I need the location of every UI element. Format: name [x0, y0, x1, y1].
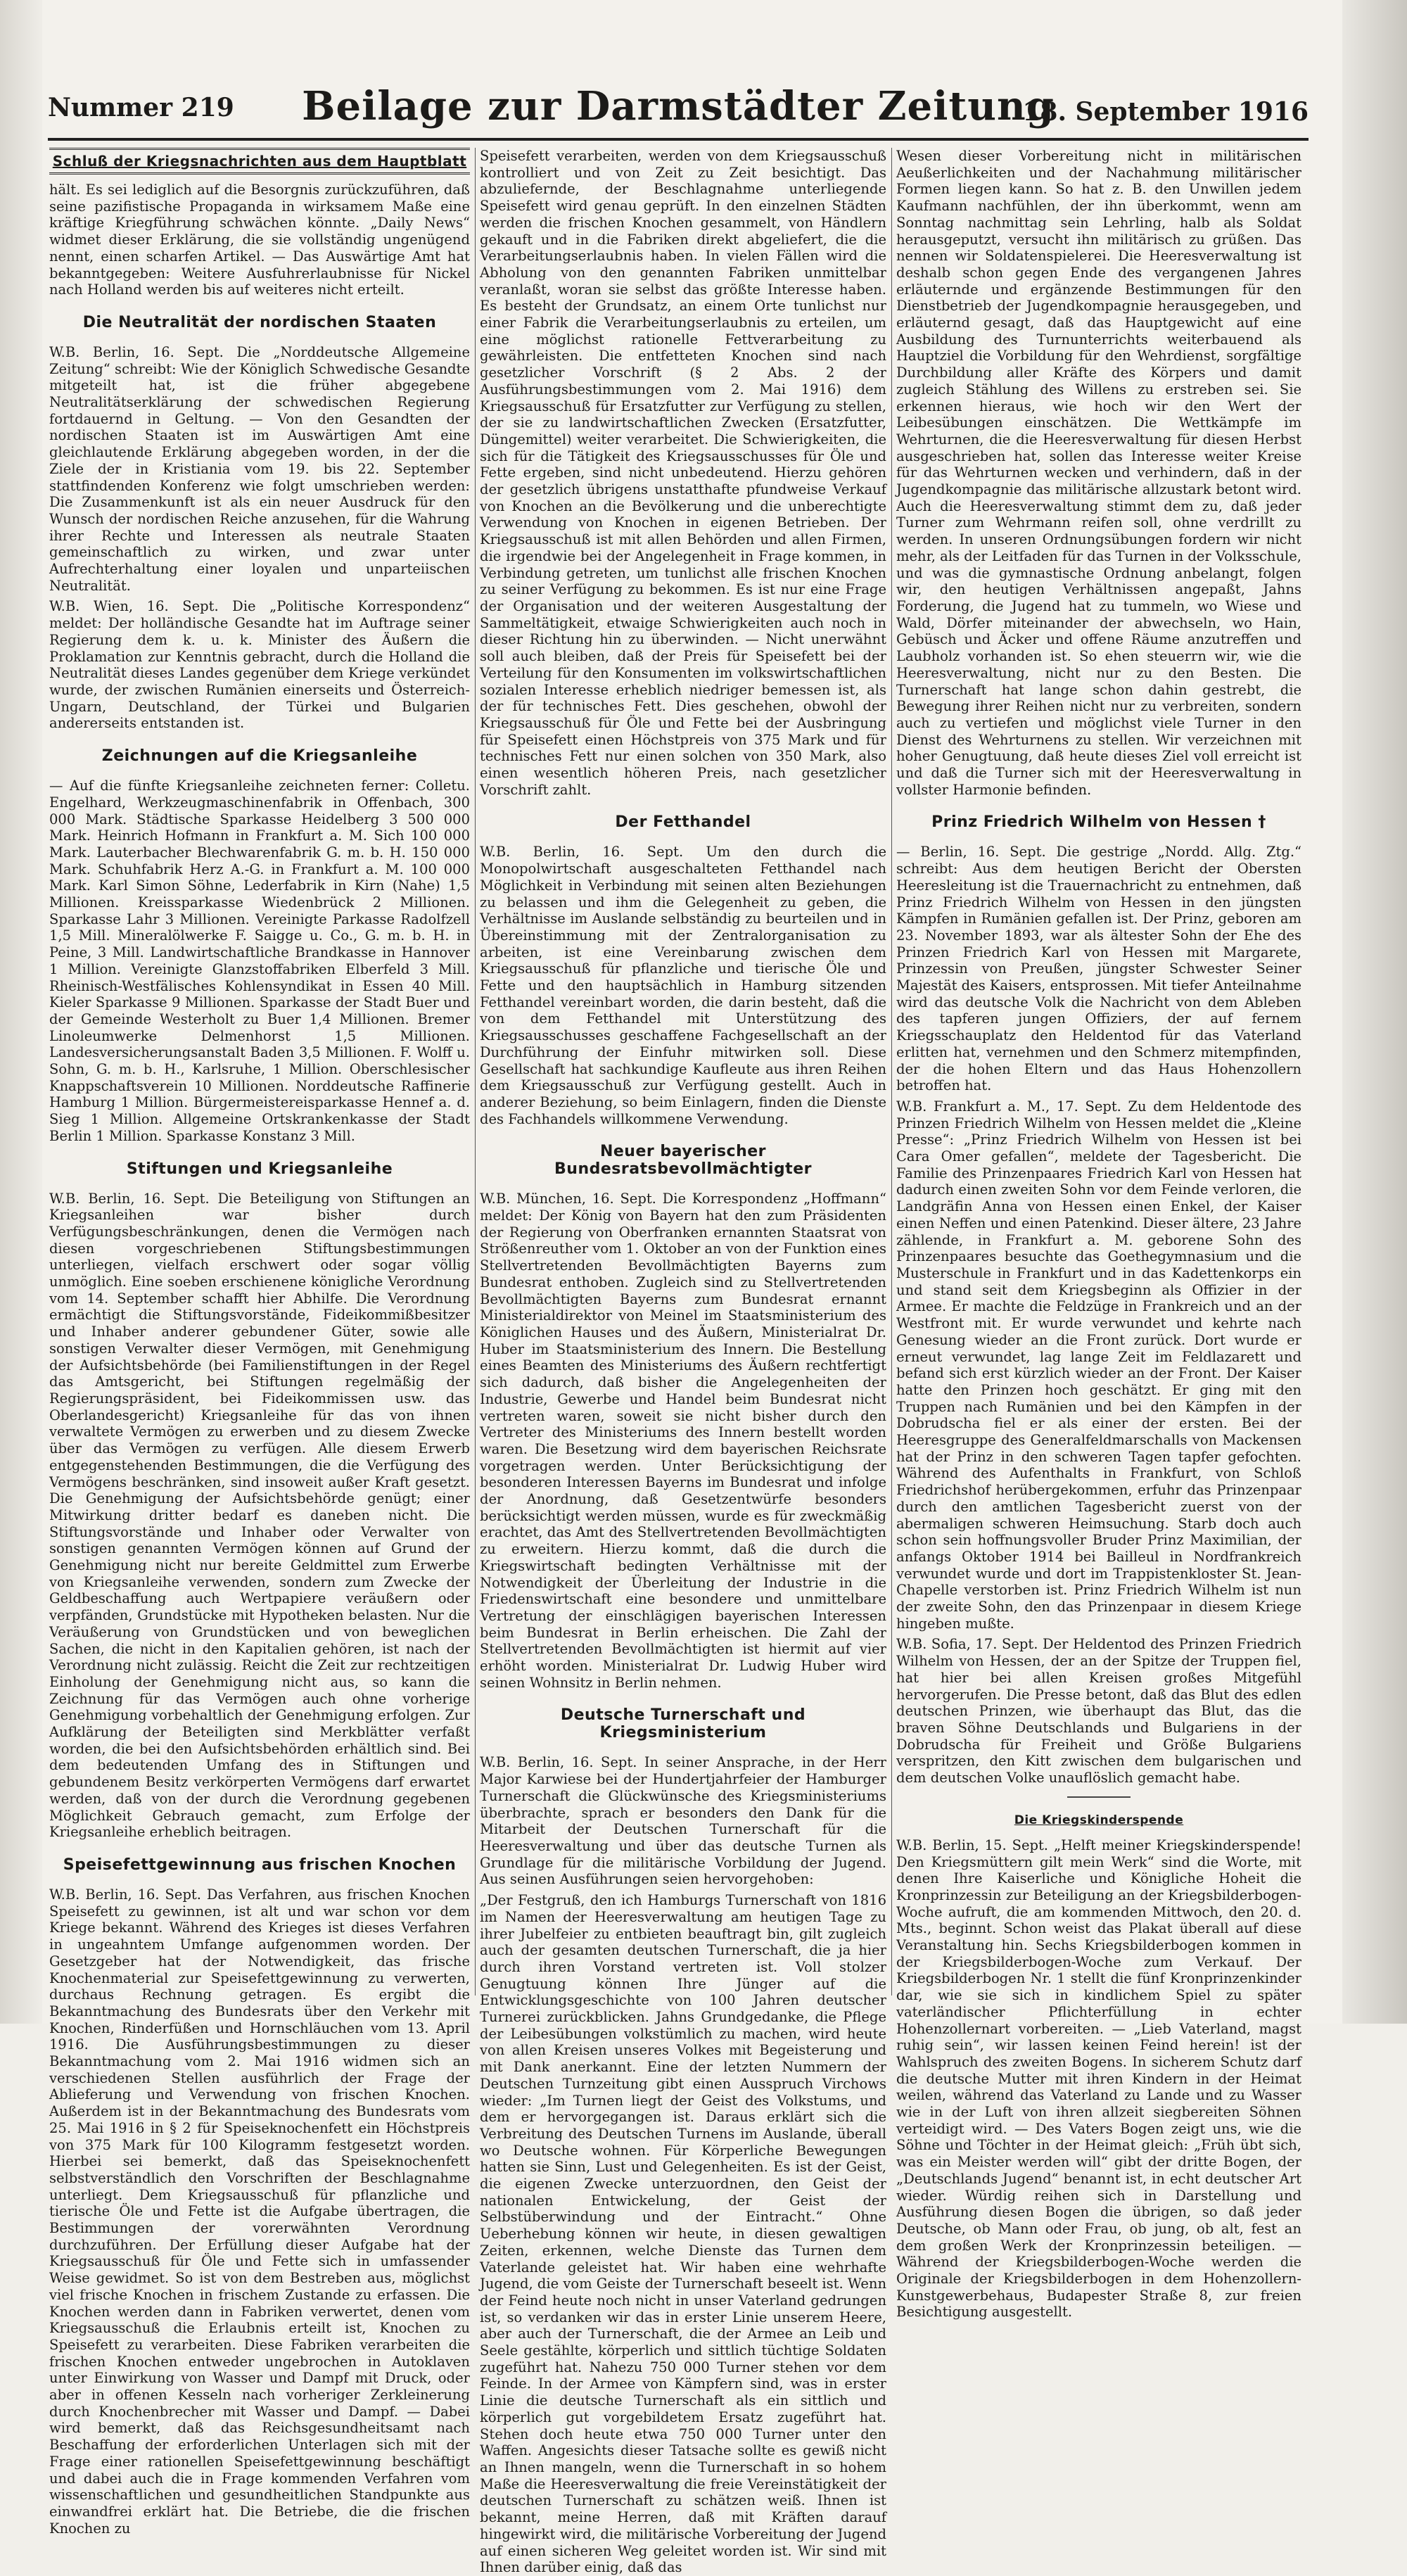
- article-text: W.B. Sofia, 17. Sept. Der Heldentod des Prinzen Friedrich Wilhelm von Hessen, der an der Spitze der Truppen fiel, hat hier bei allen Kreisen großes Mitgefühl hervorgerufen. Die Presse betont, daß das Blut des edlen deutschen Prinzen, wie überhaupt das Blut, das die braven Söhne Deutschlands und Bulgariens in der Dobrudscha für Freiheit und Größe Bulgariens verspritzen, den Kitt zwischen dem bulgarischen und dem deutschen Volke unauflöslich gemacht habe.: [896, 1636, 1301, 1787]
- article-text: hält. Es sei lediglich auf die Besorgnis zurückzuführen, daß seine pazifistische Propaganda in wirksamem Maße eine kräftige Kriegführung schwächen könnte. „Daily News“ widmet dieser Erklärung, die sie vollständig ungenügend nennt, einen scharfen Artikel. — Das Auswärtige Amt hat bekanntgegeben: Weitere Ausfuhrerlaubnisse für Nickel nach Holland werden bis auf weiteres nicht erteilt.: [49, 182, 470, 298]
- article-text: — Auf die fünfte Kriegsanleihe zeichneten ferner: Colletu. Engelhard, Werkzeugmaschinenfabrik in Offenbach, 300 000 Mark. Städtische Sparkasse Heidelberg 3 500 000 Mark. Heinrich Hofmann in Frankfurt a. M. Sich 100 000 Mark. Lauterbacher Blechwarenfabrik G. m. b. H. 150 000 Mark. Schuhfabrik Herz A.-G. in Frankfurt a. M. 100 000 Mark. Karl Simon Söhne, Lederfabrik in Kirn (Nahe) 1,5 Millionen. Kreissparkasse Wiedenbrück 2 Millionen. Sparkasse Lahr 3 Millionen. Vereinigte Parkasse Radolfzell 1,5 Mill. Mineralölwerke F. Saigge u. Co., G. m. b. H. in Peine, 3 Mill. Landwirtschaftliche Brandkasse in Hannover 1 Million. Vereinigte Glanzstoffabriken Elberfeld 3 Mill. Rheinisch-Westfälisches Kohlensyndikat in Essen 40 Mill. Kieler Sparkasse 9 Millionen. Sparkasse der Stadt Buer und der Gemeinde Westerholt zu Buer 1,4 Millionen. Bremer Linoleumwerke Delmenhorst 1,5 Millionen. Landesversicherungsanstalt Baden 3,5 Millionen. F. Wolff u. Sohn, G. m. b. H., Karlsruhe, 1 Million. Oberschlesischer Knappschaftsverein 10 Millionen. Norddeutsche Raffinerie Hamburg 1 Million. Bürgermeistereisparkasse Hennef a. d. Sieg 1 Million. Allgemeine Ortskrankenkasse der Stadt Berlin 1 Million. Sparkasse Konstanz 3 Mill.: [49, 778, 470, 1144]
- column-divider: [891, 148, 892, 1996]
- article-text: W.B. Berlin, 15. Sept. „Helft meiner Kriegskinderspende! Den Kriegsmüttern gilt mein Werk“ sind die Worte, mit denen Ihre Kaiserliche und Königliche Hoheit die Kronprinzessin zur Beteiligung an der Kriegsbilderbogen-Woche aufruft, die am kommenden Mittwoch, den 20. d. Mts., beginnt. Schon weist das Plakat überall auf diese Veranstaltung hin. Sechs Kriegsbilderbogen kommen in der Kriegsbilderbogen-Woche zum Verkauf. Der Kriegsbilderbogen Nr. 1 stellt die fünf Kronprinzenkinder dar, wie sie sich in kindlichem Spiel zu später vaterländischer Pflichterfüllung in echter Hohenzollernart vorbereiten. — „Lieb Vaterland, magst ruhig sein“, wir lassen keinen Feind herein! ist der Wahlspruch des zweiten Bogens. In sicherem Schutz darf die deutsche Mutter mit ihren Kindern in der Heimat weilen, während das Vaterland zu Lande und zu Wasser wie in der Luft von ihren allzeit siegbereiten Söhnen verteidigt wird. — Des Vaters Bogen zeigt uns, wie die Söhne und Töchter in der Heimat gleich: „Früh übt sich, was ein Meister werden will“ gibt der dritte Bogen, der „Deutschlands Jugend“ benannt ist, in echt deutscher Art wieder. Würdig reihen sich in Darstellung und Ausführung diesen Bogen die übrigen, so daß jeder Deutsche, ob Mann oder Frau, ob jung, ob alt, fest an dem großen Werk der Kronprinzessin beteiligen. — Während der Kriegsbilderbogen-Woche werden die Originale der Kriegsbilderbogen in dem Hohenzollern-Kunstgewerbehaus, Budapester Straße 8, zur freien Besichtigung ausgestellt.: [896, 1836, 1301, 2321]
- article-text: „Der Festgruß, den ich Hamburgs Turnerschaft von 1816 im Namen der Heeresverwaltung am heutigen Tage zu ihrer Jubelfeier zu entbieten beauftragt bin, gilt zugleich auch der gesamten deutschen Turnerschaft, die ja hier durch ihren Vorstand vertreten ist. Voll stolzer Genugtuung können Ihre Jünger auf die Entwicklungsgeschichte von 100 Jahren deutscher Turnerei zurückblicken. Jahns Grundgedanke, die Pflege der Leibesübungen volkstümlich zu machen, wird heute von allen Kreisen unseres Volkes mit Begeisterung und mit Dank anerkannt. Eine der letzten Nummern der Deutschen Turnzeitung gibt einen Ausspruch Virchows wieder: „Im Turnen liegt der Geist des Volkstums, und dem er hervorgegangen ist. Daraus erklärt sich die Verbreitung des Deutschen Turnens im Auslande, überall wo Deutsche wohnen. Für Körperliche Bewegungen hatten sie Sinn, Lust und Gelegenheiten. Es ist der Geist, die eigenen Zwecke unterzuordnen, den Geist der nationalen Entwickelung, der Geist der Selbstüberwindung und der Eintracht.“ Ohne Ueberhebung können wir heute, in diesen gewaltigen Zeiten, erkennen, welche Dienste das Turnen dem Vaterlande geleistet hat. Wir haben eine wehrhafte Jugend, die vom Geiste der Turnerschaft beseelt ist. Wenn der Feind heute noch nicht in unser Vaterland gedrungen ist, so verdanken wir das in erster Linie unserem Heere, aber auch der Turnerschaft, die der Armee an Leib und Seele gestählte, körperlich und sittlich tüchtige Soldaten zugeführt hat. Nahezu 750 000 Turner stehen vor dem Feinde. In der Armee von Kämpfern sind, was in erster Linie die deutsche Turnerschaft als ein sittlich und körperlich gut vorgebildetem Ersatz zugeführt hat. Stehen doch heute etwa 750 000 Turner unter den Waffen. Angesichts dieser Tatsache sollte es gewiß nicht an Ihnen mangeln, wenn die Turnerschaft in so hohem Maße die Heeresverwaltung die freie Vereinstätigkeit der deutschen Turnerschaft zu schätzen weiß. Ihnen ist bekannt, meine Herren, daß mit Kräften darauf hingewirkt wird, die militärische Vorbereitung der Jugend auf einen sicheren Weg geleitet worden ist. Wir sind mit Ihnen darüber einig, daß das: [480, 1892, 886, 2576]
- section-heading: Schluß der Kriegsnachrichten aus dem Hauptblatt: [49, 148, 470, 175]
- article-text: W.B. München, 16. Sept. Die Korrespondenz „Hoffmann“ meldet: Der König von Bayern hat den zum Präsidenten der Regierung von Oberfranken ernannten Staatsrat von Strößenreuther vom 1. Oktober an von der Funktion eines Stellvertretenden Bevollmächtigten Bayerns zum Bundesrat enthoben. Zugleich sind zu Stellvertretenden Bevollmächtigten Bayerns zum Bundesrat ernannt Ministerialdirektor von Meinel im Staatsministerium des Königlichen Hauses und des Äußern, Ministerialrat Dr. Huber im Staatsministerium des Innern. Die Bestellung eines Beamten des Ministeriums des Äußern rechtfertigt sich dadurch, daß bisher die Angelegenheiten der Industrie, Gewerbe und Handel beim Bundesrat nicht vertreten waren, soweit sie nicht bisher durch den Vertreter des Ministeriums des Innern bestellt worden waren. Die Besetzung wird dem bayerischen Reichsrate vorgetragen werden. Unter Berücksichtigung der besonderen Interessen Bayerns im Bundesrat und infolge der Anordnung, daß Gesetzentwürfe besonders berücksichtigt werden müssen, wurde es für zweckmäßig erachtet, das Amt des Stellvertretenden Bevollmächtigten zu erweitern. Hierzu kommt, daß die durch die Kriegswirtschaft bedingten Verhältnisse mit der Notwendigkeit der Überleitung der Industrie in die Friedenswirtschaft eine besondere und unmittelbare Vertretung der einschlägigen bayerischen Interessen beim Bundesrat in Berlin erheischen. Die Zahl der Stellvertretenden Bevollmächtigten ist hiermit auf vier erhöht worden. Ministerialrat Dr. Ludwig Huber wird seinen Wohnsitz in Berlin nehmen.: [480, 1191, 886, 1691]
- newspaper-title: Beilage zur Darmstädter Zeitung: [302, 83, 1055, 129]
- page-right-edge: [1342, 0, 1407, 2024]
- article-heading: Die Neutralität der nordischen Staaten: [82, 313, 437, 331]
- section-separator: [1067, 1796, 1131, 1798]
- article-text: W.B. Berlin, 16. Sept. In seiner Ansprache, in der Herr Major Karwiese bei der Hundertjahrfeier der Hamburger Turnerschaft die Glückwünsche des Kriegsministeriums überbrachte, sprach er besonders den Dank für die Mitarbeit der Deutschen Turnerschaft für die Heeresverwaltung und über das deutsche Turnen als Grundlage für die militärische Vorbildung der Jugend. Aus seinen Ausführungen seien hervorgehoben:: [480, 1754, 886, 1888]
- article-heading: Der Fetthandel: [615, 813, 751, 832]
- article-heading: Prinz Friedrich Wilhelm von Hessen †: [931, 813, 1266, 832]
- page-left-edge: [0, 0, 42, 2024]
- article-heading: Speisefettgewinnung aus frischen Knochen: [63, 1855, 457, 1874]
- article-text: W.B. Frankfurt a. M., 17. Sept. Zu dem Heldentode des Prinzen Friedrich Wilhelm von Hessen meldet die „Kleine Presse“: „Prinz Friedrich Wilhelm von Hessen ist bei Cara Omer gefallen“, meldete der Tagesbericht. Die Familie des Prinzenpaares Friedrich Karl von Hessen hat dadurch einen zweiten Sohn vor dem Feinde verloren, die Landgräfin Anna von Hessen einen Enkel, der Kaiser einen Neffen und einen Patenkind. Dieser ältere, 23 Jahre zählende, in Frankfurt a. M. geborene Sohn des Prinzenpaares besuchte das Goethegymnasium und die Musterschule in Frankfurt und in das Kadettenkorps ein und stand seit dem Kriegsbeginn als Offizier in der Armee. Er machte die Feldzüge in Frankreich und an der Westfront mit. Er wurde verwundet und kehrte nach Genesung wieder an die Front zurück. Dort wurde er erneut verwundet, lag lange Zeit im Feldlazarett und befand sich erst kürzlich wieder an der Front. Der Kaiser hatte den Prinzen hoch geschätzt. Er ging mit den Truppen nach Rumänien und bei den Kämpfen in der Dobrudscha fiel er als einer der ersten. Bei der Heeresgruppe des Generalfeldmarschalls von Mackensen hat der Prinz in den schweren Tagen tapfer gefochten. Während des Aufenthalts in Frankfurt, von Schloß Friedrichshof herübergekommen, erfuhr das Prinzenpaar durch den amtlichen Tagesbericht zuerst von der abermaligen schweren Heimsuchung. Starb doch auch schon sein hoffnungsvoller Bruder Prinz Maximilian, der anfangs Oktober 1914 bei Bailleul in Nordfrankreich verwundet wurde und dort im Trappistenkloster St. Jean-Chapelle verstorben ist. Prinz Friedrich Wilhelm ist nun der zweite Sohn, den das Prinzenpaar in diesem Kriege hingeben mußte.: [896, 1098, 1301, 1632]
- article-heading: Zeichnungen auf die Kriegsanleihe: [101, 747, 418, 766]
- article-text: W.B. Berlin, 16. Sept. Die „Norddeutsche Allgemeine Zeitung“ schreibt: Wie der Königlich Schwedische Gesandte mitgeteilt hat, ist die früher abgegebene Neutralitätserklärung der schwedischen Regierung fortdauernd in Geltung. — Von den Gesandten der nordischen Staaten ist im Auswärtigen Amt eine gleichlautende Erklärung abgegeben worden, in der die Ziele der in Kristiania vom 19. bis 22. September stattfindenden Konferenz wie folgt umschrieben werden: Die Zusammenkunft ist als ein neuer Ausdruck für den Wunsch der nordischen Reiche anzusehen, für die Wahrung ihrer Rechte und Interessen als neutrale Staaten gemeinschaftlich zu wirken, und zwar unter Aufrechterhaltung einer loyalen und unparteiischen Neutralität.: [49, 343, 470, 594]
- article-heading: Die Kriegskinderspende: [1014, 1813, 1184, 1827]
- article-text: W.B. Berlin, 16. Sept. Um den durch die Monopolwirtschaft ausgeschalteten Fetthandel nach Möglichkeit in Verbindung mit seinen alten Beziehungen zu belassen und ihm die Gelegenheit zu geben, die Verhältnisse im Auslande selbständig zu beurteilen und in Übereinstimmung mit der Zentralorganisation zu arbeiten, ist eine Vereinbarung zwischen dem Kriegsausschuß für pflanzliche und tierische Öle und Fette und den hauptsächlich in Hamburg sitzenden Fetthandel vereinbart worden, die darin besteht, daß die von dem Fetthandel mit Unterstützung des Kriegsausschusses geschaffene Fachgesellschaft an der Durchführung der Einfuhr mitwirken soll. Diese Gesellschaft hat sachkundige Kaufleute aus ihren Reihen dem Kriegsausschuß zur Verfügung gestellt. Auch in anderer Beziehung, so beim Einlagern, finden die Dienste des Fachhandels willkommene Verwendung.: [480, 844, 886, 1127]
- masthead-rule: [48, 138, 1309, 141]
- column-divider: [475, 148, 476, 1996]
- article-heading: Stiftungen und Kriegsanleihe: [126, 1160, 393, 1178]
- column-3: [896, 148, 1302, 2321]
- article-text: W.B. Berlin, 16. Sept. Das Verfahren, aus frischen Knochen Speisefett zu gewinnen, ist alt und war schon vor dem Kriege bekannt. Während des Krieges ist dieses Verfahren in ungeahntem Umfange aufgenommen worden. Der Gesetzgeber hat der Notwendigkeit, das frische Knochenmaterial zur Speisefettgewinnung zu verwerten, durchaus Rechnung getragen. Es ergibt die Bekanntmachung des Bundesrats über den Verkehr mit Knochen, Rinderfüßen und Hornschläuchen vom 13. April 1916. Die Ausführungsbestimmungen zu dieser Bekanntmachung vom 2. Mai 1916 widmen sich an verschiedenen Stellen ausführlich der Frage der Ablieferung und Verwendung von frischen Knochen. Außerdem ist in der Bekanntmachung des Bundesrats vom 25. Mai 1916 in § 2 für Speiseknochenfett ein Höchstpreis von 375 Mark für 100 Kilogramm festgesetzt worden. Hierbei sei bemerkt, daß das Speiseknochenfett selbstverständlich den Vorschriften der Beschlagnahme unterliegt. Dem Kriegsausschuß für pflanzliche und tierische Öle und Fette ist die Aufgabe übertragen, die Bestimmungen der vorerwähnten Verordnung durchzuführen. Der Erfüllung dieser Aufgabe hat der Kriegsausschuß für Öle und Fette sich in umfassender Weise gewidmet. So ist von dem Bestreben aus, möglichst viel frische Knochen in frischem Zustande zu erfassen. Die Knochen werden dann in Fabriken verwertet, denen vom Kriegsausschuß die Erlaubnis erteilt ist, Knochen zu Speisefett zu verarbeiten. Diese Fabriken verarbeiten die frischen Knochen entweder ungebrochen in Autoklaven unter Einwirkung von Wasser und Dampf mit Druck, oder aber in offenen Kesseln nach vorheriger Zerkleinerung durch Knochenbrecher mit Wasser und Dampf. — Dabei wird bemerkt, daß das Reichsgesundheitsamt nach Beschaffung der erforderlichen Unterlagen sich mit der Frage einer rationellen Speisefettgewinnung beschäftigt und dabei auch die in Frage kommenden Verfahren vom wissenschaftlichen und gesundheitlichen Standpunkte aus einwandfrei erklärt hat. Die Betriebe, die die frischen Knochen zu: [49, 1886, 470, 2537]
- article-text: Wesen dieser Vorbereitung nicht in militärischen Aeußerlichkeiten und der Nachahmung militärischer Formen liegen kann. So hat z. B. den Unwillen jedem Kaufmann nachfühlen, der ihn überkommt, wenn am Sonntag nachmittag sein Lehrling, halb als Soldat herausgeputzt, versucht ihn militärisch zu grüßen. Das nennen wir Soldatenspielerei. Die Heeresverwaltung ist deshalb schon gegen Ende des vergangenen Jahres erläuternde und ergänzende Bestimmungen für den Dienstbetrieb der Jugendkompagnie herausgegeben, und erläuternd gesagt, daß das Hauptgewicht auf eine Ausbildung des Turnunterrichts weiterbauend als Hauptziel die Vorbildung für den Wehrdienst, sorgfältige Durchbildung aller Kräfte des Körpers und damit zugleich Stählung des Willens zu erstreben sei. Sie erkennen hieraus, wie hoch wir den Wert der Leibesübungen einschätzen. Die Wettkämpfe im Wehrturnen, die die Heeresverwaltung für diesen Herbst ausgeschrieben hat, sollen das Interesse weiter Kreise für das Wehrturnen wecken und verhindern, daß in der Jugendkompagnie das militärische allzustark betont wird. Auch die Heeresverwaltung stimmt dem zu, daß jeder Turner zum Wehrmann reifen soll, ohne verdrillt zu werden. In unseren Ordnungsübungen fordern wir nicht mehr, als der Leitfaden für das Turnen in der Volksschule, und was die gymnastische Ordnung anbelangt, folgen wir, den heutigen Verhältnissen angepaßt, Jahns Forderung, die Jugend hat zu tummeln, wo Wiese und Wald, Dörfer miteinander der abwechseln, wo Hain, Gebüsch und Äcker und offene Räume anzutreffen und Laubholz vorhanden ist. So ehen steuerrn wir, wie die Heeresverwaltung, nicht nur zu den Besten. Die Turnerschaft hat lange schon dahin gestrebt, die Bewegung ihrer Reihen nicht nur zu verbreiten, sondern auch zu vertiefen und möglichst viele Turner in den Dienst des Wehrturnens zu stellen. Wir verzeichnen mit hoher Genugtuung, daß heute dieses Ziel voll erreicht ist und daß die Turner sich mit der Heeresverwaltung in vollster Harmonie befinden.: [896, 148, 1301, 798]
- article-heading: Neuer bayerischer Bundesratsbevollmächtigter: [554, 1143, 812, 1179]
- article-text: — Berlin, 16. Sept. Die gestrige „Nordd. Allg. Ztg.“ schreibt: Aus dem heutigen Bericht der Obersten Heeresleitung ist die Trauernachricht zu entnehmen, daß Prinz Friedrich Wilhelm von Hessen in den jüngsten Kämpfen in Rumänien gefallen ist. Der Prinz, geboren am 23. November 1893, war als ältester Sohn der Ehe des Prinzen Friedrich Karl von Hessen mit Margarete, Prinzessin von Preußen, jüngster Schwester Seiner Majestät des Kaisers, entsprossen. Mit tiefer Anteilnahme wird das deutsche Volk die Nachricht von dem Ableben des tapferen jungen Offiziers, der auf fernem Kriegsschauplatz den Heldentod für das Vaterland erlitten hat, vernehmen und den Schmerz mitempfinden, der die hohen Eltern und das Haus Hohenzollern betroffen hat.: [896, 844, 1302, 1094]
- issue-date: 18. September 1916: [1022, 97, 1309, 127]
- article-text: W.B. Berlin, 16. Sept. Die Beteiligung von Stiftungen an Kriegsanleihen war bisher durch Verfügungsbeschränkungen, denen die Vermögen nach diesen vorgeschriebenen Stiftungsbestimmungen unterliegen, vielfach erschwert oder sogar völlig unmöglich. Eine soeben erschienene königliche Verordnung vom 14. September schafft hier Abhilfe. Die Verordnung ermächtigt die Stiftungsvorstände, Fideikommißbesitzer und Inhaber anderer gebundener Güter, sowie alle sonstigen Verwalter dieser Vermögen, mit Genehmigung der Aufsichtsbehörde (bei Familienstiftungen in der Regel das Amtsgericht, bei Stiftungen regelmäßig der Regierungspräsident, bei Fideikommissen usw. das Oberlandesgericht) Kriegsanleihe für das von ihnen verwaltete Vermögen zu erwerben und zu diesem Zwecke über das Vermögen zu verfügen. Alle diesem Erwerb entgegenstehenden Bestimmungen, die die Verfügung des Vermögens beschränken, sind insoweit außer Kraft gesetzt. Die Genehmigung der Aufsichtsbehörde genügt; einer Mitwirkung dritter bedarf es daneben nicht. Die Stiftungsvorstände und Inhaber oder Verwalter von sonstigen genannten Vermögen können auf Grund der Genehmigung nicht nur bereite Geldmittel zum Erwerbe von Kriegsanleihe verwenden, sondern zum Zwecke der Geldbeschaffung auch Wertpapiere veräußern oder verpfänden, Grundstücke mit Hypotheken belasten. Nur die Veräußerung von Grundstücken und von beweglichen Sachen, die nicht in den Kapitalien gehören, ist nach der Verordnung nicht zulässig. Reicht die Zeit zur rechtzeitigen Einholung der Genehmigung nicht aus, so kann die Zeichnung für das Vermögen auch ohne vorherige Genehmigung vorbehaltlich der Genehmigung erfolgen. Zur Aufklärung der Beteiligten sind Merkblätter verfaßt worden, die bei den Aufsichtsbehörden erhältlich sind. Bei dem bedeutenden Umfang des in Stiftungen und gebundenem Besitz verkörperten Vermögens darf erwartet werden, daß von der durch die Verordnung gegebenen Möglichkeit Gebrauch gemacht, zum Erfolge der Kriegsanleihe erheblich beitragen.: [49, 1190, 470, 1841]
- column-1: [49, 148, 470, 2537]
- column-2: [480, 148, 886, 2576]
- article-text: Speisefett verarbeiten, werden von dem Kriegsausschuß kontrolliert und von Zeit zu Zeit besichtigt. Das abzuliefernde, der Beschlagnahme unterliegende Speisefett wird genau geprüft. In den einzelnen Städten werden die frischen Knochen gesammelt, von Händlern gekauft und in die Fabriken direkt abgeliefert, die die Verarbeitungserlaubnis haben. In vielen Fällen wird die Abholung von den genannten Fabriken unmittelbar veranlaßt, woran sie selbst das größte Interesse haben. Es besteht der Grundsatz, an einem Orte tunlichst nur einer Fabrik die Verarbeitungserlaubnis zu erteilen, um eine möglichst rationelle Fettverarbeitung zu gewährleisten. Die entfetteten Knochen sind nach gesetzlicher Vorschrift (§ 2 Abs. 2 der Ausführungsbestimmungen vom 2. Mai 1916) dem Kriegsausschuß für Ersatzfutter zur Verfügung zu stellen, der sie zu landwirtschaftlichen Zwecken (Ersatzfutter, Düngemittel) weiter verarbeitet. Die Schwierigkeiten, die sich für die Tätigkeit des Kriegsausschusses für Öle und Fette ergeben, sind nicht unbedeutend. Hierzu gehören der gesetzlich übrigens unstatthafte pfundweise Verkauf von Knochen an die Bevölkerung und die unberechtigte Verwendung von Knochen in eigenen Betrieben. Der Kriegsausschuß ist mit allen Behörden und allen Firmen, die irgendwie bei der Angelegenheit in Frage kommen, in Verbindung getreten, um tunlichst alle frischen Knochen zu seiner Verfügung zu bekommen. Es ist nur eine Frage der Organisation und der weiteren Ausgestaltung der Sammeltätigkeit, etwaige Schwierigkeiten auch noch in dieser Richtung hin zu überwinden. — Nicht unerwähnt soll auch bleiben, daß der Preis für Speisefett bei der Verteilung für den Konsumenten im volkswirtschaftlichen sozialen Interesse erheblich niedriger bemessen ist, als der für technisches Fett. Dies geschehen, obwohl der Kriegsausschuß für Öle und Fette bei der Ausbringung für Speisefett einen Höchstpreis von 375 Mark und für technisches Fett nur einen solchen von 350 Mark, also einen wesentlich höheren Preis, nach gesetzlicher Vorschrift zahlt.: [480, 148, 886, 798]
- article-text: W.B. Wien, 16. Sept. Die „Politische Korrespondenz“ meldet: Der holländische Gesandte hat im Auftrage seiner Regierung dem k. u. k. Minister des Äußern die Proklamation zur Kenntnis gebracht, durch die Holland die Neutralität dieses Landes gegenüber dem Kriege verkündet wurde, der zwischen Rumänien einerseits und Österreich-Ungarn, Deutschland, der Türkei und Bulgarien andererseits entstanden ist.: [49, 598, 470, 732]
- masthead: [48, 83, 1309, 132]
- issue-number: Nummer 219: [48, 93, 234, 122]
- article-heading: Deutsche Turnerschaft und Kriegsministerium: [560, 1706, 806, 1742]
